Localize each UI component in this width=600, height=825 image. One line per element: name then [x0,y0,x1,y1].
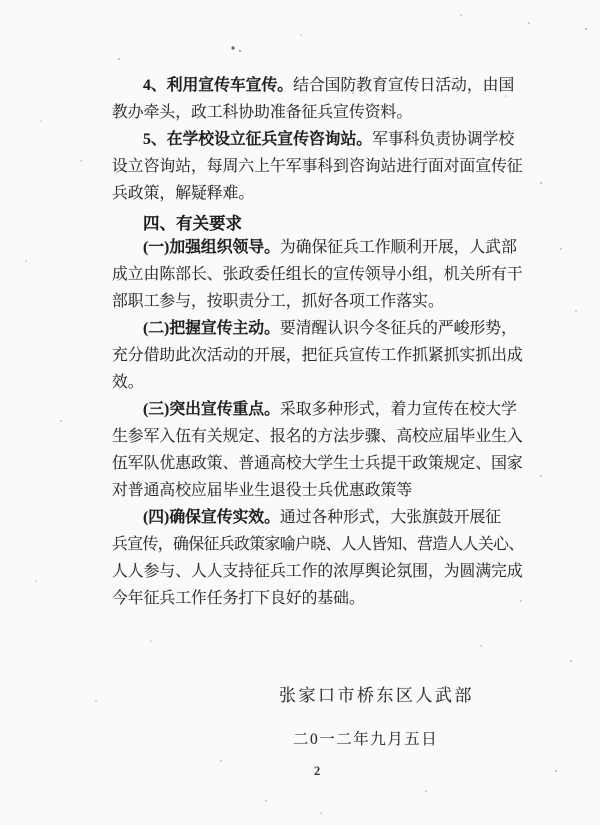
body-text-segment: 军事科负责协调学校 [372,131,515,148]
body-text-segment: 对普通高校应届毕业生退役士兵优惠政策等 [112,482,413,499]
document-line [112,180,544,207]
bold-lead-in-text: 5、在学校设立征兵宣传咨询站。 [143,131,373,148]
document-line [112,504,544,531]
body-text-segment: 结合国防教育宣传日活动，由国 [293,77,515,94]
document-line [112,450,544,477]
body-text-segment: 采取多种形式，着力宣传在校大学 [279,401,517,418]
document-line [112,234,544,261]
document-line [112,531,544,558]
document-line [112,423,544,450]
document-line [112,342,544,369]
body-text-segment: 兵政策，解疑释难。 [112,185,255,202]
body-text-segment: 伍军队优惠政策、普通高校大学生士兵提干政策规定、国家 [112,455,523,472]
body-text-segment: 充分借助此次活动的开展，把征兵宣传工作抓紧抓实抓出成 [112,347,523,364]
page-number: 2 [314,764,321,778]
document-body [112,72,544,612]
body-text-segment: 要清醒认识今冬征兵的严峻形势， [279,320,517,337]
body-text-segment: 效。 [112,374,144,391]
bold-lead-in-text: (四)确保宣传实效。 [143,509,280,526]
document-line [112,369,544,396]
document-line [112,315,544,342]
document-line [112,558,544,585]
body-text-segment: 兵宣传，确保征兵政策家喻户晓、人人皆知、营造人人关心、 [112,536,524,553]
body-text-segment: 人人参与、人人支持征兵工作的浓厚舆论氛围，为圆满完成 [112,563,523,580]
body-text-segment: 为确保征兵工作顺利开展，人武部 [279,239,517,256]
bold-lead-in-text: (三)突出宣传重点。 [143,401,280,418]
document-line [112,477,544,504]
signature-organization: 张家口市桥东区人武部 [279,686,474,705]
body-text-segment: 部职工参与，按职责分工，抓好各项工作落实。 [112,293,444,310]
body-text-segment: 生参军入伍有关规定、报名的方法步骤、高校应届毕业生入 [112,428,523,445]
document-line [112,261,544,288]
scan-noise-speckles [0,0,2,2]
bold-lead-in-text: (二)把握宣传主动。 [143,320,280,337]
document-line [112,396,544,423]
document-line [112,153,544,180]
body-text-segment: 成立由陈部长、张政委任组长的宣传领导小组，机关所有干 [112,266,523,283]
bold-lead-in-text: 4、利用宣传车宣传。 [143,77,294,94]
signature-date: 二0一二年九月五日 [293,731,439,748]
body-text-segment: 教办牵头，政工科协助准备征兵宣传资料。 [112,104,413,121]
body-text-segment: 设立咨询站，每周六上午军事科到咨询站进行面对面宣传征 [112,158,523,175]
document-line [112,126,544,153]
bold-lead-in-text: 四、有关要求 [143,215,242,233]
document-line [112,99,544,126]
body-text-segment: 通过各种形式，大张旗鼓开展征 [279,509,502,526]
body-text-segment: 今年征兵工作任务打下良好的基础。 [112,590,365,607]
section-heading [112,211,544,238]
document-line [112,72,544,99]
document-line [112,288,544,315]
bold-lead-in-text: (一)加强组织领导。 [143,239,280,256]
document-line [112,585,544,612]
